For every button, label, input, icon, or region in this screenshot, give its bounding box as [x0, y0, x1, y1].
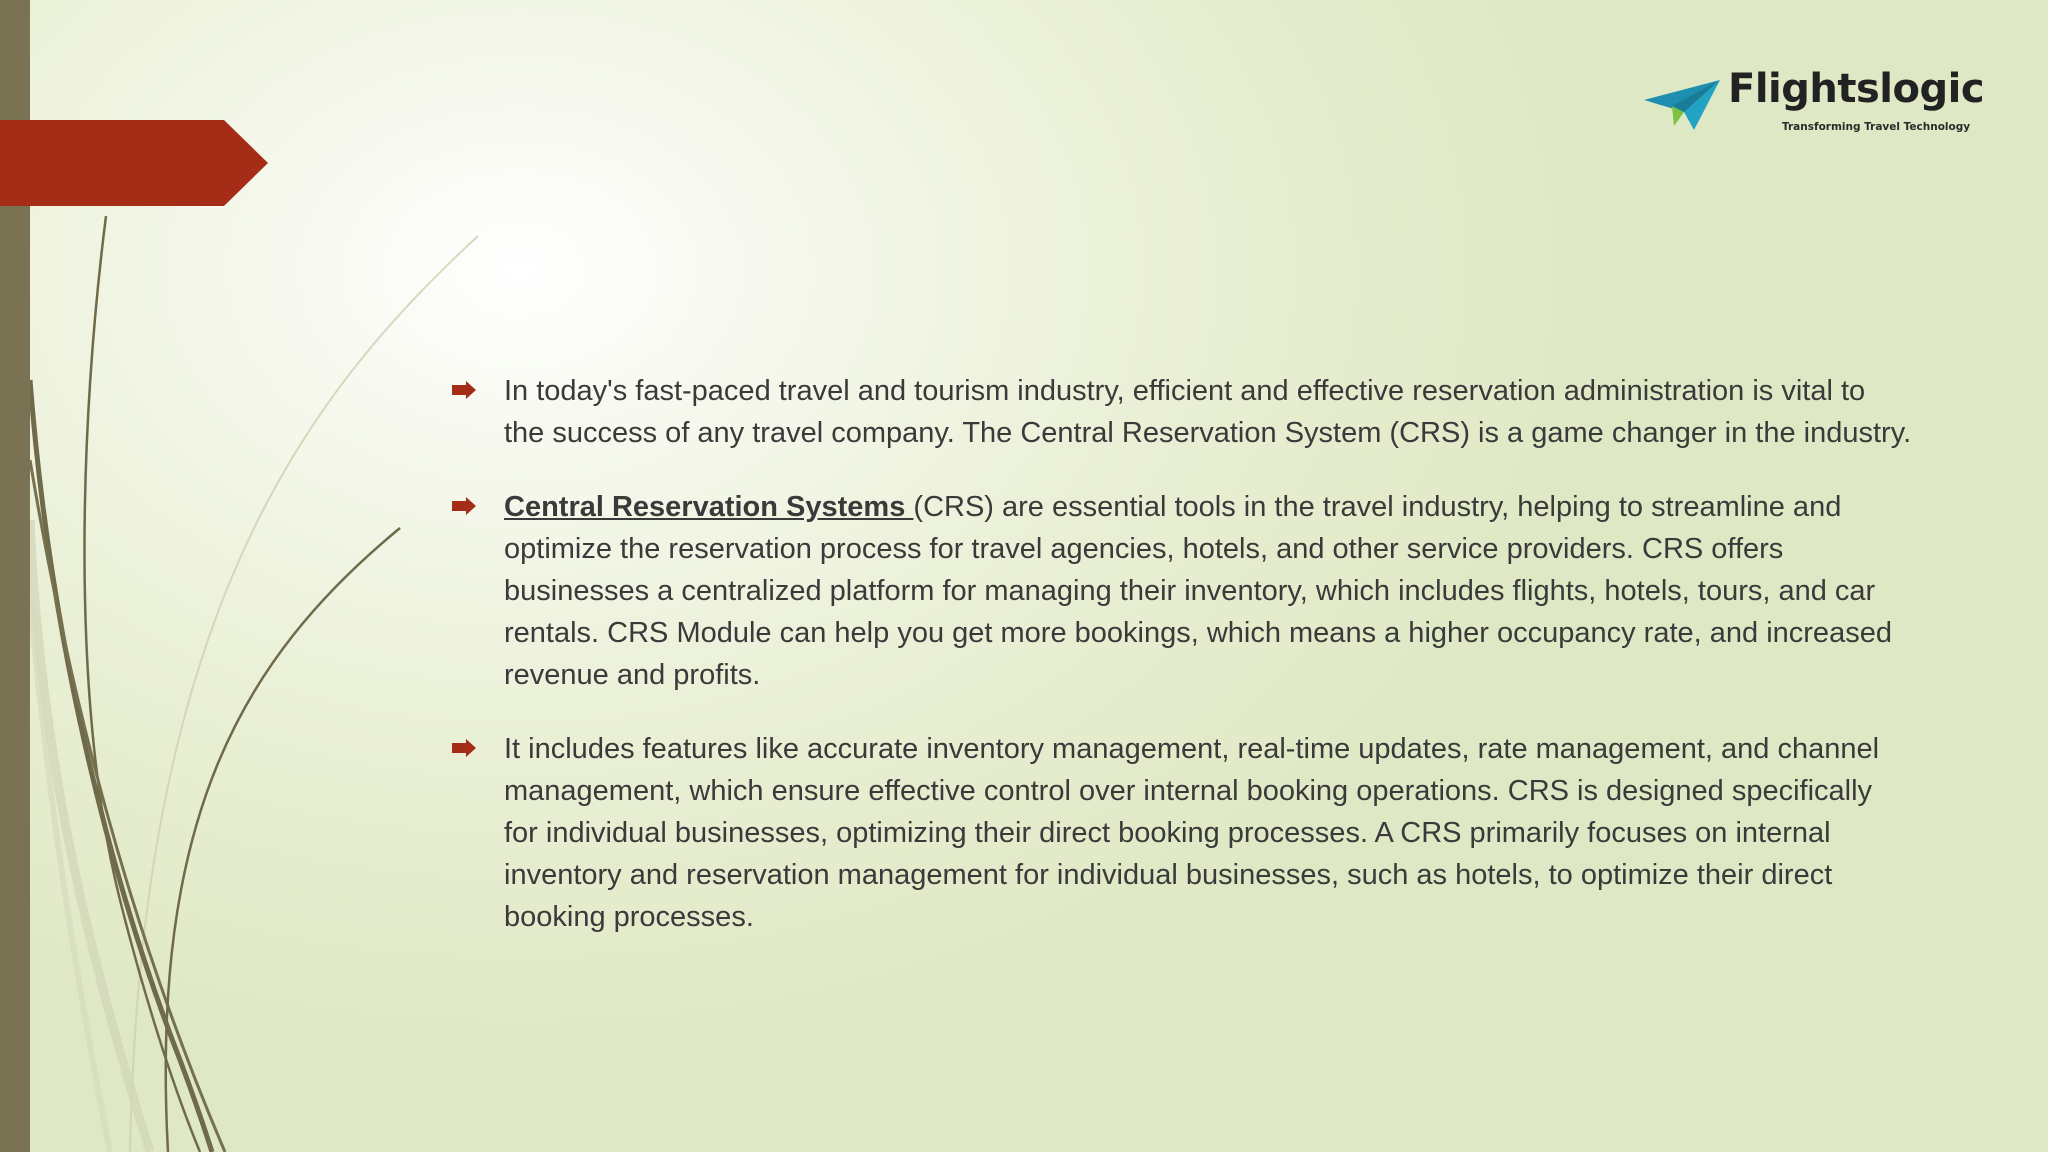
flightslogic-logo [1640, 64, 1985, 144]
bullet-item-3 [452, 728, 1912, 938]
logo-wordmark: Flightslogic [1728, 66, 1985, 112]
title-tab-arrow [0, 120, 268, 206]
paper-plane-icon [1644, 72, 1724, 132]
bullet-text-2: (CRS) are essential tools in the travel industry, helping to streamline and optimize the reservation process for travel agencies, hotels, and other service providers. CRS offers businesses a centralized platform for managing their inventory, which includes flights, hotels, tours, and car rentals. CRS Module can help you get more bookings, which means a higher occupancy rate, and increased revenue and profits. [504, 491, 1892, 691]
bullet-text-1: In today's fast-paced travel and tourism industry, efficient and effective reservation administration is vital to the success of any travel company. The Central Reservation System (CRS) is a game changer in the industry. [504, 375, 1912, 449]
crs-hyperlink[interactable]: Central Reservation Systems [504, 491, 914, 523]
logo-tagline: Transforming Travel Technology [1782, 121, 1971, 133]
bullet-item-2 [452, 486, 1912, 696]
bullet-text-3: It includes features like accurate inventory management, real-time updates, rate management, and channel management, which ensure effective control over internal booking operations. CRS is designed specifically for individual businesses, optimizing their direct booking processes. A CRS primarily focuses on internal inventory and reservation management for individual businesses, such as hotels, to optimize their direct booking processes. [504, 733, 1880, 933]
bullet-item-1 [452, 370, 1912, 454]
arrow-bullet-icon [452, 381, 478, 399]
arrow-bullet-icon [452, 497, 478, 515]
arrow-bullet-icon [452, 739, 478, 757]
bullet-list [452, 370, 1912, 938]
